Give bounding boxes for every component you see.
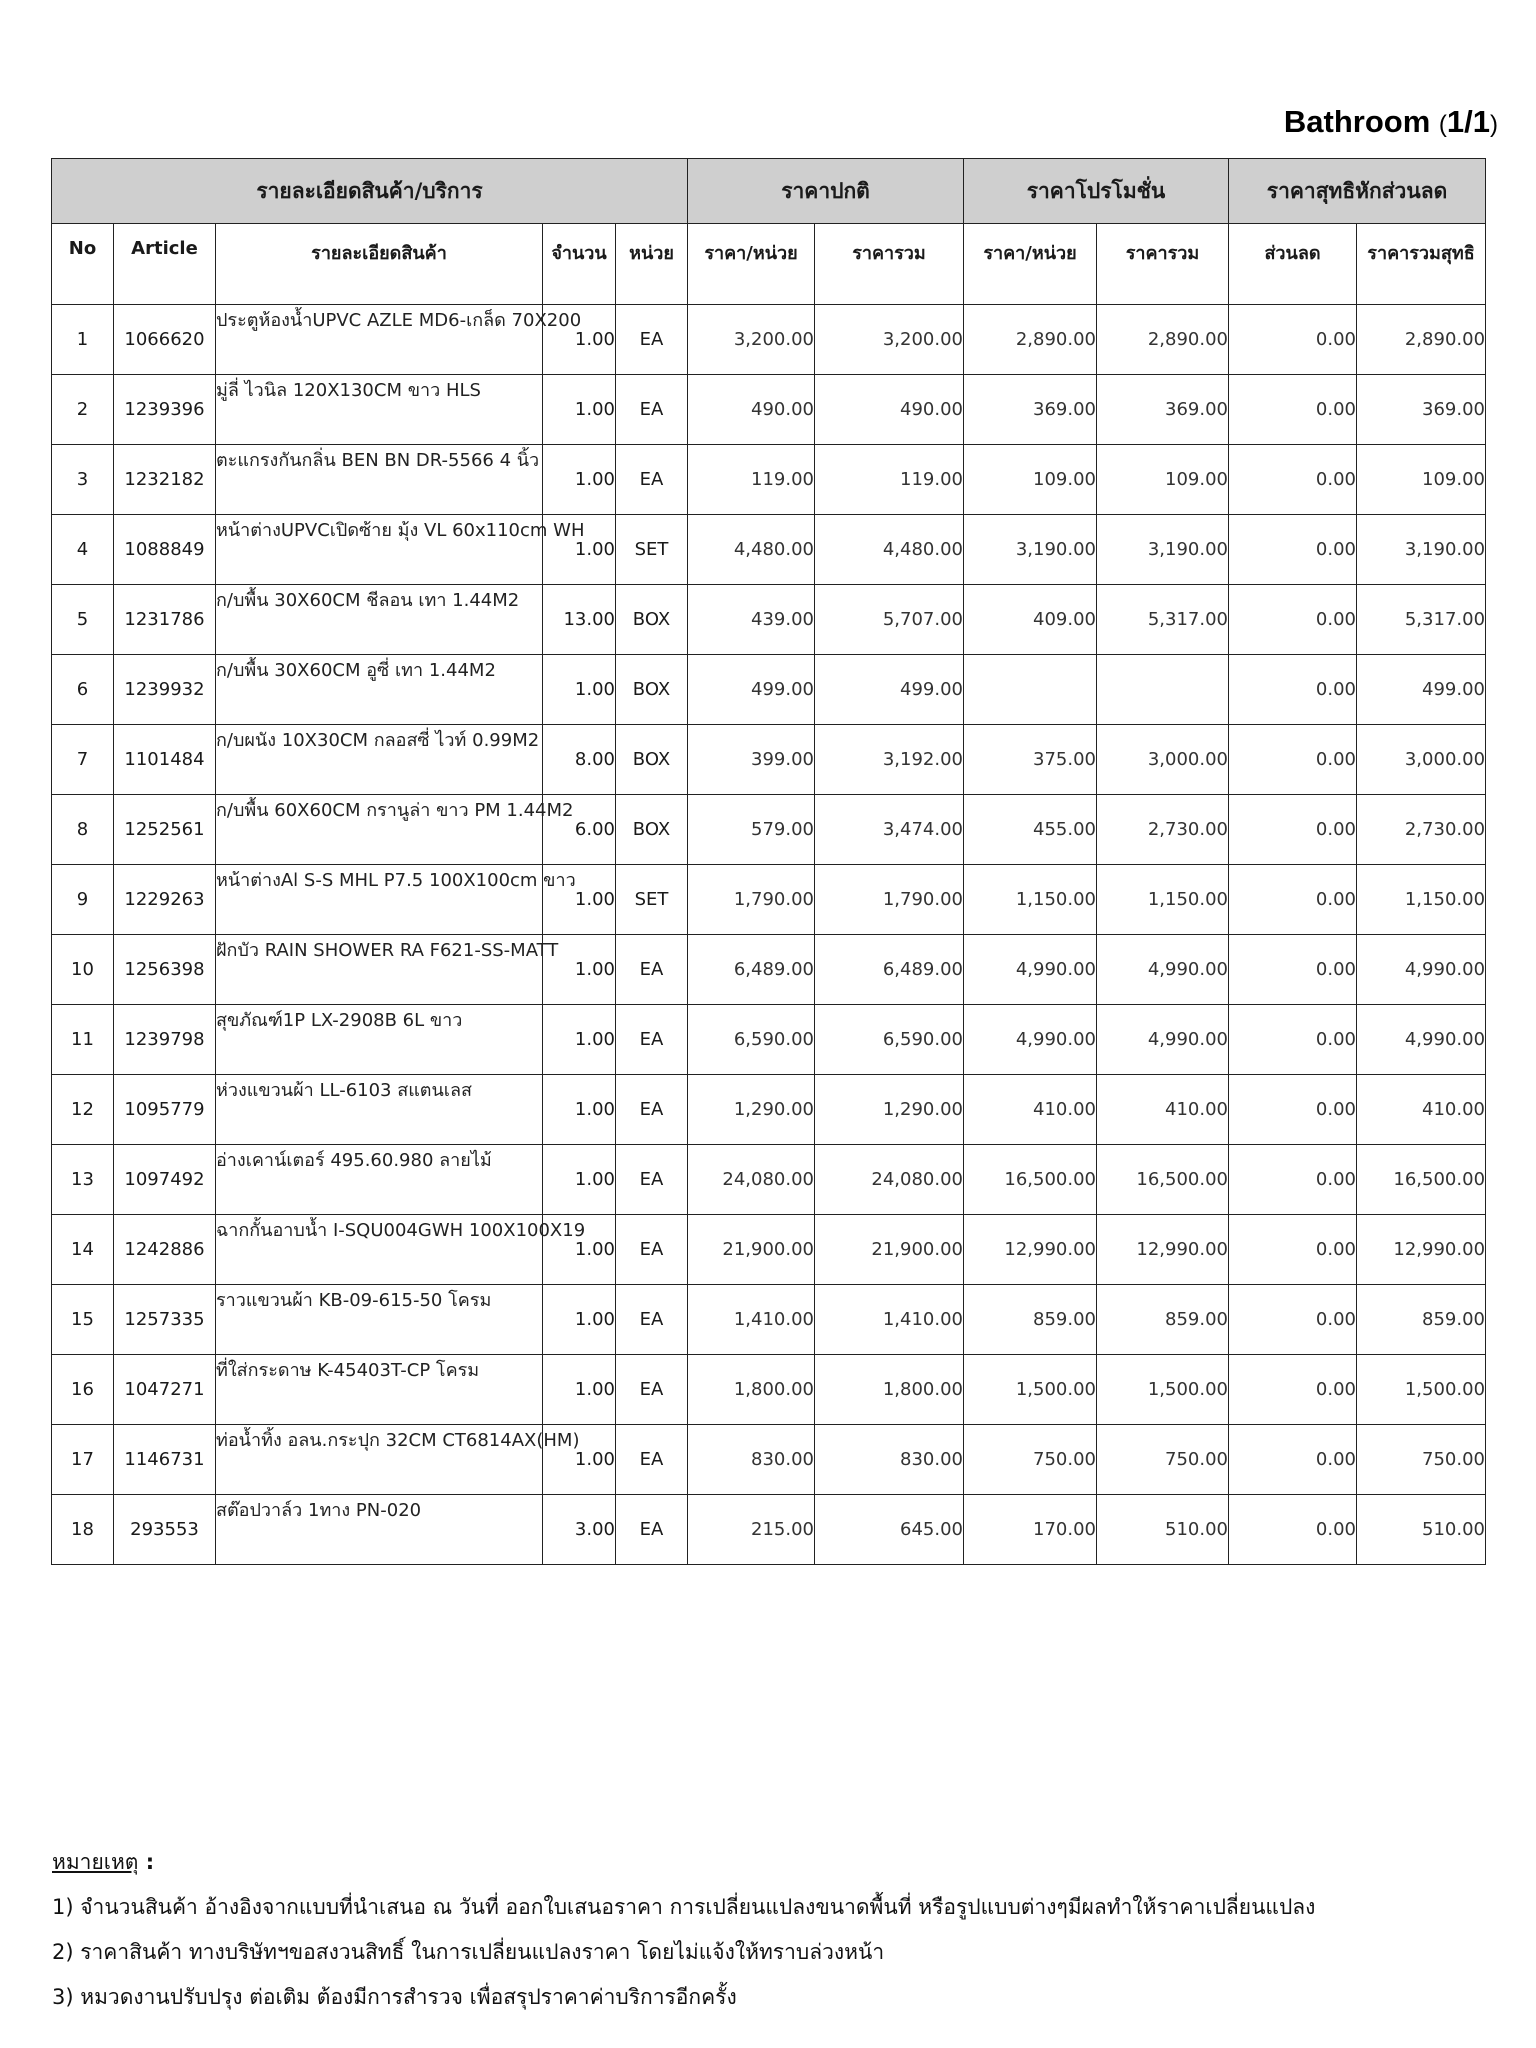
cell-qty: 1.00	[543, 1215, 616, 1285]
cell-qty: 1.00	[543, 935, 616, 1005]
cell-promo-total: 1,150.00	[1097, 865, 1229, 935]
column-header-row	[52, 224, 1486, 305]
cell-normal-unit-price: 24,080.00	[688, 1145, 815, 1215]
cell-unit: EA	[616, 375, 688, 445]
cell-net-total: 12,990.00	[1357, 1215, 1486, 1285]
cell-normal-total: 830.00	[815, 1425, 964, 1495]
cell-qty: 1.00	[543, 375, 616, 445]
cell-description: ห่วงแขวนผ้า LL-6103 สแตนเลส	[216, 1075, 543, 1145]
cell-normal-unit-price: 6,590.00	[688, 1005, 815, 1075]
table-row	[52, 375, 1486, 445]
cell-article: 1239798	[114, 1005, 216, 1075]
cell-article: 1239932	[114, 655, 216, 725]
remark-line-1: 1) จำนวนสินค้า อ้างอิงจากแบบที่นำเสนอ ณ วันที่ ออกใบเสนอราคา การเปลี่ยนแปลงขนาดพื้นที่ หรือรูปแบบต่างๆมีผลทำให้ราคาเปลี่ยนแปลง	[52, 1895, 1316, 1919]
cell-unit: EA	[616, 1425, 688, 1495]
cell-qty: 1.00	[543, 1005, 616, 1075]
cell-no: 12	[52, 1075, 114, 1145]
cell-promo-unit-price: 1,500.00	[964, 1355, 1097, 1425]
cell-discount: 0.00	[1229, 1285, 1357, 1355]
cell-no: 15	[52, 1285, 114, 1355]
cell-qty: 6.00	[543, 795, 616, 865]
cell-normal-total: 1,290.00	[815, 1075, 964, 1145]
cell-net-total: 499.00	[1357, 655, 1486, 725]
cell-promo-total: 3,190.00	[1097, 515, 1229, 585]
cell-discount: 0.00	[1229, 795, 1357, 865]
cell-normal-unit-price: 499.00	[688, 655, 815, 725]
table-row	[52, 1495, 1486, 1565]
cell-unit: EA	[616, 1145, 688, 1215]
cell-normal-total: 24,080.00	[815, 1145, 964, 1215]
cell-no: 9	[52, 865, 114, 935]
col-header-normal-total: ราคารวม	[815, 224, 964, 305]
cell-qty: 1.00	[543, 1075, 616, 1145]
cell-no: 14	[52, 1215, 114, 1285]
cell-unit: SET	[616, 515, 688, 585]
cell-promo-unit-price: 750.00	[964, 1425, 1097, 1495]
cell-promo-total: 1,500.00	[1097, 1355, 1229, 1425]
cell-no: 16	[52, 1355, 114, 1425]
cell-description: มู่ลี่ ไวนิล 120X130CM ขาว HLS	[216, 375, 543, 445]
cell-description: หน้าต่างAl S-S MHL P7.5 100X100cm ขาว	[216, 865, 543, 935]
cell-discount: 0.00	[1229, 1005, 1357, 1075]
cell-qty: 1.00	[543, 1145, 616, 1215]
cell-promo-total	[1097, 655, 1229, 725]
cell-article: 1066620	[114, 305, 216, 375]
cell-net-total: 4,990.00	[1357, 935, 1486, 1005]
table-row	[52, 305, 1486, 375]
col-header-article: Article	[114, 224, 216, 305]
cell-unit: EA	[616, 445, 688, 515]
cell-discount: 0.00	[1229, 375, 1357, 445]
group-header-net-price: ราคาสุทธิหักส่วนลด	[1229, 159, 1486, 224]
table-row	[52, 1145, 1486, 1215]
cell-article: 1095779	[114, 1075, 216, 1145]
cell-normal-total: 3,200.00	[815, 305, 964, 375]
remarks-section	[52, 1840, 1492, 2020]
cell-description: สต๊อปวาล์ว 1ทาง PN-020	[216, 1495, 543, 1565]
cell-qty: 13.00	[543, 585, 616, 655]
cell-promo-total: 410.00	[1097, 1075, 1229, 1145]
cell-no: 18	[52, 1495, 114, 1565]
cell-no: 8	[52, 795, 114, 865]
cell-no: 3	[52, 445, 114, 515]
cell-article: 293553	[114, 1495, 216, 1565]
cell-normal-unit-price: 1,290.00	[688, 1075, 815, 1145]
group-header-normal-price: ราคาปกติ	[688, 159, 964, 224]
cell-promo-unit-price: 859.00	[964, 1285, 1097, 1355]
cell-article: 1232182	[114, 445, 216, 515]
cell-qty: 1.00	[543, 1425, 616, 1495]
cell-promo-unit-price: 170.00	[964, 1495, 1097, 1565]
cell-no: 2	[52, 375, 114, 445]
cell-no: 6	[52, 655, 114, 725]
cell-net-total: 1,500.00	[1357, 1355, 1486, 1425]
cell-article: 1231786	[114, 585, 216, 655]
table-row	[52, 585, 1486, 655]
cell-promo-total: 4,990.00	[1097, 1005, 1229, 1075]
cell-description: ที่ใส่กระดาษ K-45403T-CP โครม	[216, 1355, 543, 1425]
cell-discount: 0.00	[1229, 1355, 1357, 1425]
cell-normal-unit-price: 215.00	[688, 1495, 815, 1565]
col-header-discount: ส่วนลด	[1229, 224, 1357, 305]
cell-promo-unit-price: 3,190.00	[964, 515, 1097, 585]
col-header-qty: จำนวน	[543, 224, 616, 305]
cell-discount: 0.00	[1229, 305, 1357, 375]
cell-normal-unit-price: 1,800.00	[688, 1355, 815, 1425]
cell-normal-total: 6,489.00	[815, 935, 964, 1005]
cell-description: ก/บผนัง 10X30CM กลอสซี่ ไวท์ 0.99M2	[216, 725, 543, 795]
cell-unit: SET	[616, 865, 688, 935]
cell-net-total: 3,190.00	[1357, 515, 1486, 585]
table-row	[52, 655, 1486, 725]
cell-article: 1256398	[114, 935, 216, 1005]
table-row	[52, 935, 1486, 1005]
cell-qty: 3.00	[543, 1495, 616, 1565]
cell-discount: 0.00	[1229, 1215, 1357, 1285]
cell-promo-unit-price: 369.00	[964, 375, 1097, 445]
table-row	[52, 865, 1486, 935]
cell-normal-unit-price: 119.00	[688, 445, 815, 515]
cell-normal-total: 5,707.00	[815, 585, 964, 655]
table-row	[52, 725, 1486, 795]
cell-qty: 1.00	[543, 655, 616, 725]
cell-description: ราวแขวนผ้า KB-09-615-50 โครม	[216, 1285, 543, 1355]
cell-unit: EA	[616, 1005, 688, 1075]
cell-discount: 0.00	[1229, 515, 1357, 585]
cell-net-total: 859.00	[1357, 1285, 1486, 1355]
cell-promo-total: 750.00	[1097, 1425, 1229, 1495]
cell-discount: 0.00	[1229, 445, 1357, 515]
cell-qty: 1.00	[543, 865, 616, 935]
cell-normal-total: 21,900.00	[815, 1215, 964, 1285]
cell-promo-total: 16,500.00	[1097, 1145, 1229, 1215]
cell-normal-unit-price: 830.00	[688, 1425, 815, 1495]
cell-normal-total: 4,480.00	[815, 515, 964, 585]
cell-discount: 0.00	[1229, 1145, 1357, 1215]
cell-description: ประตูห้องน้ำUPVC AZLE MD6-เกล็ด 70X200	[216, 305, 543, 375]
cell-promo-unit-price: 109.00	[964, 445, 1097, 515]
cell-description: หน้าต่างUPVCเปิดซ้าย มุ้ง VL 60x110cm WH	[216, 515, 543, 585]
cell-net-total: 369.00	[1357, 375, 1486, 445]
col-header-no: No	[52, 224, 114, 305]
cell-promo-total: 369.00	[1097, 375, 1229, 445]
cell-normal-unit-price: 399.00	[688, 725, 815, 795]
cell-article: 1242886	[114, 1215, 216, 1285]
col-header-normal-unit-price: ราคา/หน่วย	[688, 224, 815, 305]
cell-unit: EA	[616, 1355, 688, 1425]
page-title	[1284, 104, 1498, 140]
cell-article: 1146731	[114, 1425, 216, 1495]
cell-normal-unit-price: 1,790.00	[688, 865, 815, 935]
cell-unit: EA	[616, 1215, 688, 1285]
cell-normal-unit-price: 490.00	[688, 375, 815, 445]
cell-description: อ่างเคาน์เตอร์ 495.60.980 ลายไม้	[216, 1145, 543, 1215]
title-page: 1/1	[1446, 104, 1490, 139]
cell-promo-unit-price: 375.00	[964, 725, 1097, 795]
cell-normal-total: 6,590.00	[815, 1005, 964, 1075]
cell-article: 1097492	[114, 1145, 216, 1215]
group-header-details: รายละเอียดสินค้า/บริการ	[52, 159, 688, 224]
cell-description: ฉากกั้นอาบน้ำ I-SQU004GWH 100X100X19	[216, 1215, 543, 1285]
cell-article: 1101484	[114, 725, 216, 795]
cell-unit: EA	[616, 1285, 688, 1355]
cell-unit: EA	[616, 935, 688, 1005]
cell-promo-total: 859.00	[1097, 1285, 1229, 1355]
cell-description: ตะแกรงกันกลิ่น BEN BN DR-5566 4 นิ้ว	[216, 445, 543, 515]
cell-promo-total: 12,990.00	[1097, 1215, 1229, 1285]
cell-unit: BOX	[616, 655, 688, 725]
cell-discount: 0.00	[1229, 655, 1357, 725]
cell-unit: BOX	[616, 795, 688, 865]
cell-description: ฝักบัว RAIN SHOWER RA F621-SS-MATT	[216, 935, 543, 1005]
cell-net-total: 2,890.00	[1357, 305, 1486, 375]
cell-qty: 1.00	[543, 1285, 616, 1355]
cell-article: 1047271	[114, 1355, 216, 1425]
cell-unit: EA	[616, 1075, 688, 1145]
cell-description: ก/บพื้น 60X60CM กรานูล่า ขาว PM 1.44M2	[216, 795, 543, 865]
cell-normal-unit-price: 3,200.00	[688, 305, 815, 375]
cell-net-total: 16,500.00	[1357, 1145, 1486, 1215]
cell-promo-total: 2,730.00	[1097, 795, 1229, 865]
cell-promo-unit-price: 1,150.00	[964, 865, 1097, 935]
cell-no: 4	[52, 515, 114, 585]
cell-discount: 0.00	[1229, 1075, 1357, 1145]
cell-normal-unit-price: 6,489.00	[688, 935, 815, 1005]
cell-promo-total: 5,317.00	[1097, 585, 1229, 655]
table-row	[52, 1355, 1486, 1425]
cell-net-total: 410.00	[1357, 1075, 1486, 1145]
col-header-promo-total: ราคารวม	[1097, 224, 1229, 305]
cell-article: 1088849	[114, 515, 216, 585]
cell-description: สุขภัณฑ์1P LX-2908B 6L ขาว	[216, 1005, 543, 1075]
col-header-net-total: ราคารวมสุทธิ	[1357, 224, 1486, 305]
cell-qty: 8.00	[543, 725, 616, 795]
cell-unit: EA	[616, 1495, 688, 1565]
cell-discount: 0.00	[1229, 1495, 1357, 1565]
remarks-heading-line	[52, 1840, 1492, 1885]
cell-promo-total: 2,890.00	[1097, 305, 1229, 375]
cell-article: 1239396	[114, 375, 216, 445]
cell-qty: 1.00	[543, 515, 616, 585]
cell-normal-total: 490.00	[815, 375, 964, 445]
remarks-heading: หมายเหตุ	[52, 1850, 139, 1874]
cell-qty: 1.00	[543, 445, 616, 515]
cell-article: 1252561	[114, 795, 216, 865]
cell-normal-unit-price: 21,900.00	[688, 1215, 815, 1285]
cell-promo-total: 109.00	[1097, 445, 1229, 515]
cell-unit: EA	[616, 305, 688, 375]
group-header-row	[52, 159, 1486, 224]
cell-qty: 1.00	[543, 305, 616, 375]
cell-promo-unit-price: 4,990.00	[964, 1005, 1097, 1075]
title-close-paren: )	[1490, 111, 1498, 138]
cell-normal-total: 1,410.00	[815, 1285, 964, 1355]
cell-normal-total: 1,800.00	[815, 1355, 964, 1425]
cell-no: 17	[52, 1425, 114, 1495]
cell-article: 1257335	[114, 1285, 216, 1355]
cell-normal-unit-price: 4,480.00	[688, 515, 815, 585]
table-row	[52, 1425, 1486, 1495]
cell-description: ท่อน้ำทิ้ง อลน.กระปุก 32CM CT6814AX(HM)	[216, 1425, 543, 1495]
cell-normal-total: 499.00	[815, 655, 964, 725]
cell-unit: BOX	[616, 725, 688, 795]
quotation-table	[51, 158, 1486, 1565]
remark-line-3: 3) หมวดงานปรับปรุง ต่อเติม ต้องมีการสำรวจ เพื่อสรุปราคาค่าบริการอีกครั้ง	[52, 1985, 737, 2009]
cell-promo-unit-price: 4,990.00	[964, 935, 1097, 1005]
cell-description: ก/บพื้น 30X60CM อูซี่ เทา 1.44M2	[216, 655, 543, 725]
cell-promo-unit-price: 409.00	[964, 585, 1097, 655]
col-header-description: รายละเอียดสินค้า	[216, 224, 543, 305]
cell-promo-unit-price: 16,500.00	[964, 1145, 1097, 1215]
col-header-unit: หน่วย	[616, 224, 688, 305]
table-row	[52, 1215, 1486, 1285]
cell-discount: 0.00	[1229, 725, 1357, 795]
cell-no: 7	[52, 725, 114, 795]
cell-normal-total: 645.00	[815, 1495, 964, 1565]
remarks-colon: :	[138, 1850, 155, 1874]
cell-no: 1	[52, 305, 114, 375]
cell-net-total: 109.00	[1357, 445, 1486, 515]
cell-normal-unit-price: 1,410.00	[688, 1285, 815, 1355]
cell-qty: 1.00	[543, 1355, 616, 1425]
cell-no: 11	[52, 1005, 114, 1075]
cell-discount: 0.00	[1229, 865, 1357, 935]
col-header-promo-unit-price: ราคา/หน่วย	[964, 224, 1097, 305]
cell-promo-unit-price: 12,990.00	[964, 1215, 1097, 1285]
cell-normal-unit-price: 579.00	[688, 795, 815, 865]
cell-normal-total: 1,790.00	[815, 865, 964, 935]
table-row	[52, 1285, 1486, 1355]
table-row	[52, 445, 1486, 515]
cell-normal-total: 3,474.00	[815, 795, 964, 865]
cell-promo-unit-price: 410.00	[964, 1075, 1097, 1145]
cell-promo-unit-price	[964, 655, 1097, 725]
cell-promo-unit-price: 455.00	[964, 795, 1097, 865]
cell-promo-total: 4,990.00	[1097, 935, 1229, 1005]
cell-promo-unit-price: 2,890.00	[964, 305, 1097, 375]
cell-no: 10	[52, 935, 114, 1005]
cell-description: ก/บพื้น 30X60CM ชีลอน เทา 1.44M2	[216, 585, 543, 655]
remark-line-2: 2) ราคาสินค้า ทางบริษัทฯขอสงวนสิทธิ์ ในการเปลี่ยนแปลงราคา โดยไม่แจ้งให้ทราบล่วงหน้า	[52, 1940, 885, 1964]
cell-normal-total: 3,192.00	[815, 725, 964, 795]
cell-normal-total: 119.00	[815, 445, 964, 515]
cell-unit: BOX	[616, 585, 688, 655]
cell-net-total: 3,000.00	[1357, 725, 1486, 795]
table-body	[52, 305, 1486, 1565]
cell-net-total: 4,990.00	[1357, 1005, 1486, 1075]
cell-net-total: 510.00	[1357, 1495, 1486, 1565]
table-row	[52, 1005, 1486, 1075]
cell-no: 13	[52, 1145, 114, 1215]
table-row	[52, 1075, 1486, 1145]
cell-net-total: 750.00	[1357, 1425, 1486, 1495]
cell-net-total: 1,150.00	[1357, 865, 1486, 935]
cell-article: 1229263	[114, 865, 216, 935]
cell-normal-unit-price: 439.00	[688, 585, 815, 655]
cell-discount: 0.00	[1229, 585, 1357, 655]
table-row	[52, 515, 1486, 585]
cell-discount: 0.00	[1229, 1425, 1357, 1495]
cell-discount: 0.00	[1229, 935, 1357, 1005]
cell-promo-total: 3,000.00	[1097, 725, 1229, 795]
title-open-paren: (	[1438, 111, 1447, 138]
cell-net-total: 5,317.00	[1357, 585, 1486, 655]
cell-no: 5	[52, 585, 114, 655]
group-header-promo-price: ราคาโปรโมชั่น	[964, 159, 1229, 224]
table-row	[52, 795, 1486, 865]
cell-promo-total: 510.00	[1097, 1495, 1229, 1565]
title-name: Bathroom	[1283, 104, 1431, 139]
cell-net-total: 2,730.00	[1357, 795, 1486, 865]
